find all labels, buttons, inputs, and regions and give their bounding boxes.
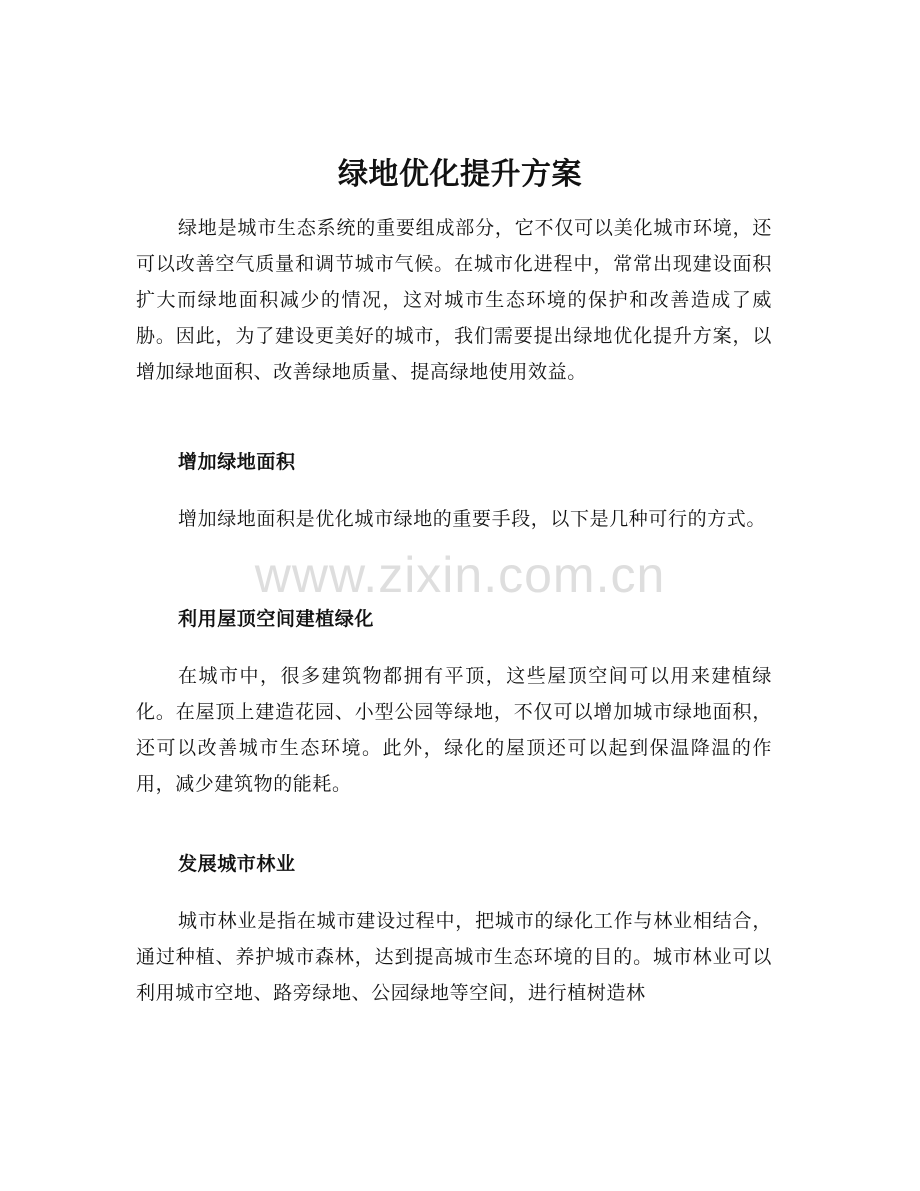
section-heading-increase-area: 增加绿地面积 [178,451,296,473]
section-heading-rooftop-greening: 利用屋顶空间建植绿化 [178,608,375,630]
section-paragraph-increase-area: 增加绿地面积是优化城市绿地的重要手段，以下是几种可行的方式。 [178,508,767,530]
watermark-text: www.zixin.com.cn [254,547,666,603]
document-title: 绿地优化提升方案 [338,157,582,192]
section-paragraph-rooftop-greening: 在城市中，很多建筑物都拥有平顶，这些屋顶空间可以用来建植绿化。在屋顶上建造花园、小型公园等绿地，不仅可以增加城市绿地面积，还可以改善城市生态环境。此外，绿化的屋顶还可以起到保温降温的作用，减少建筑物的能耗。 [136,665,772,795]
intro-paragraph: 绿地是城市生态系统的重要组成部分，它不仅可以美化城市环境，还可以改善空气质量和调节城市气候。在城市化进程中，常常出现建设面积扩大而绿地面积减少的情况，这对城市生态环境的保护和改善造成了威胁。因此，为了建设更美好的城市，我们需要提出绿地优化提升方案，以增加绿地面积、改善绿地质量、提高绿地使用效益。 [136,217,772,383]
section-paragraph-urban-forestry: 城市林业是指在城市建设过程中，把城市的绿化工作与林业相结合，通过种植、养护城市森林，达到提高城市生态环境的目的。城市林业可以利用城市空地、路旁绿地、公园绿地等空间，进行植树造林 [136,910,772,1004]
section-heading-urban-forestry: 发展城市林业 [178,853,296,875]
